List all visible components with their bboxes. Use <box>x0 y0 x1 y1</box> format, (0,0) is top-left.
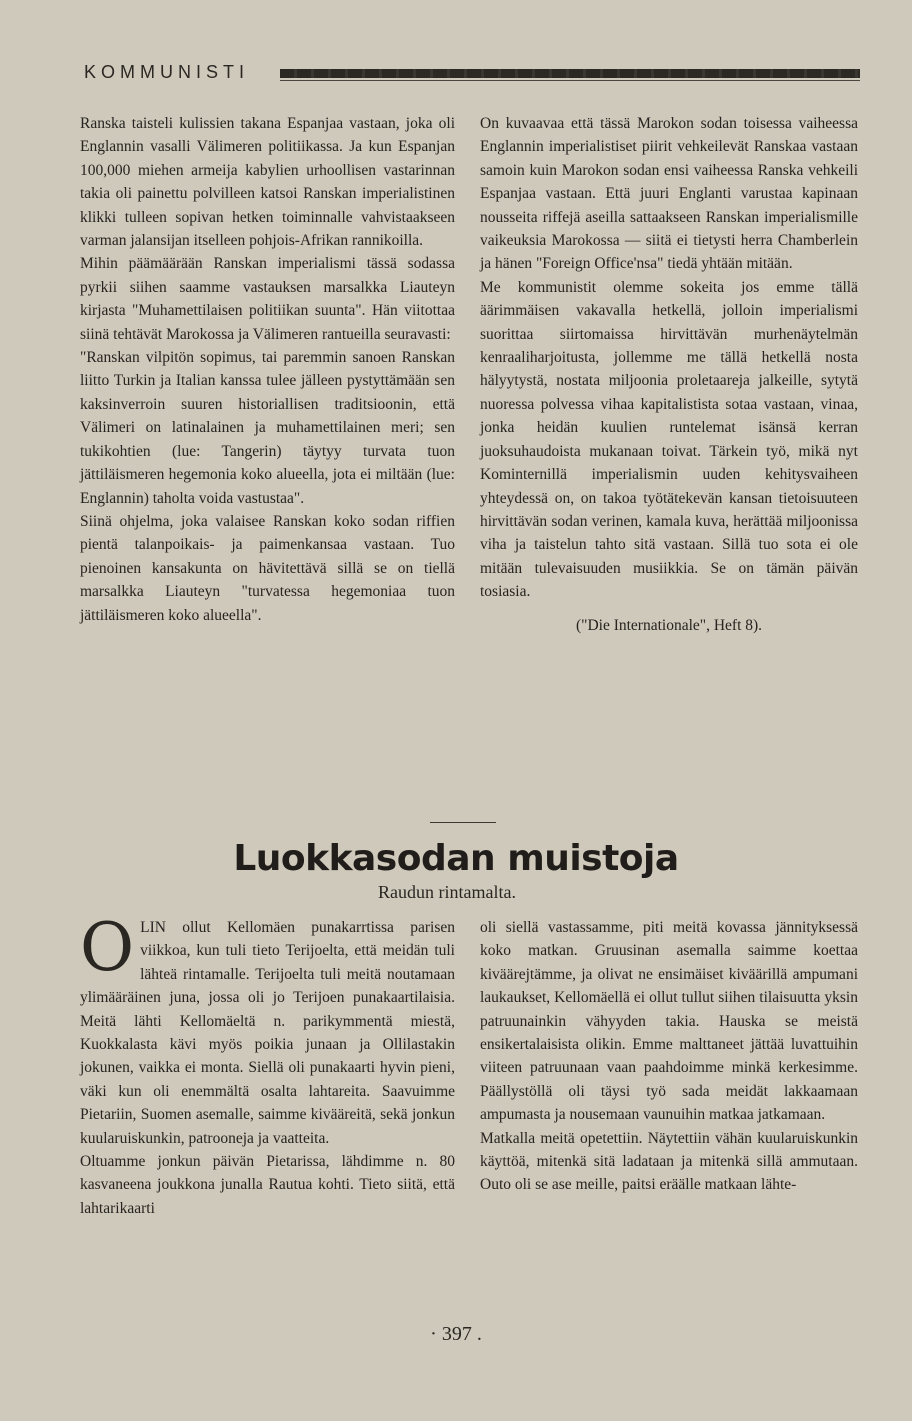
drop-cap: O <box>80 909 135 986</box>
magazine-title: KOMMUNISTI <box>84 62 249 82</box>
article-subheading: Raudun rintamalta. <box>378 882 516 902</box>
paragraph <box>80 909 455 1150</box>
paragraph: Ranska taisteli kulissien takana Espanjaa vastaan, joka oli Englannin vasalli Välimeren politiikassa. Ja kun Espanjan 100,000 miehen armeija kabylien urhoollisen vastarinnan takia oli painettu polvilleen katsoi Ranskan imperialistinen klikki tulleen sopivan hetken toiminnalle vahvistaakseen varman jalansijan itselleen pohjois-Afrikan rannikoilla. <box>80 115 455 250</box>
page-header <box>82 60 862 90</box>
paragraph-text: LIN ollut Kellomäen punakarrtissa parisen viikkoa, kun tuli tieto Terijoelta, että meidän tuli lähteä rintamalle. Terijoelta tuli meitä noutamaan ylimääräinen juna, jossa oli jo Terijoen punakaartilaisia. Meitä lähti Kellomäeltä n. parikymmentä miestä, Kuokkalasta kävi myös poikia junaan ja Ollilastakin jokunen, vaikka ei monta. Siellä oli punakaarti hyvin pieni, väki kun oli enemmältä osalta lahtareita. Saavuimme Pietariin, Suomen asemalle, saimme kivääreitä, sekä jonkun kuularuiskunkin, patrooneja ja vaatteita. <box>80 919 455 1147</box>
quotation-paragraph: "Ranskan vilpitön sopimus, tai paremmin sanoen Ranskan liitto Turkin ja Italian kanssa tulee jälleen pystyttämään sen kaksinverroin suuren historiallisen traditsioonin, että Välimeri on latinalainen ja muhamettilainen meri; sen tukikohtien (lue: Tangerin) täytyy turvata tuon jättiläismeren hegemonia koko alueella, jota ei miltään (lue: Englannin) taholta voida vastustaa". <box>80 349 455 507</box>
paragraph: Matkalla meitä opetettiin. Näytettiin vähän kuularuiskunkin käyttöä, mitenkä sitä ladataan ja mitenkä sillä ammutaan. Outo oli se ase meille, paitsi eräälle matkaan lähte- <box>480 1129 858 1194</box>
article-headline: Luokkasodan muistoja <box>233 838 679 879</box>
article-2-left-column <box>80 909 455 1220</box>
page-number: · 397 . <box>430 1323 482 1345</box>
paragraph: On kuvaavaa että tässä Marokon sodan toisessa vaiheessa Englannin imperialistiset piirit vehkeilevät Ranskaa vastaan samoin kuin Marokon sodan ensi vaiheessa Ranska vehkeili Espanjaa vastaan. Että juuri Englanti varustaa kapinaan nousseita riffejä aseilla sattaakseen Ranskan imperialismille vaikeuksia Marokossa — siitä ei tietysti herra Chamberlein ja hänen "Foreign Office'nsa" tiedä yhtään mitään. <box>480 115 858 273</box>
header-rule <box>280 69 860 78</box>
paragraph: Oltuamme jonkun päivän Pietarissa, lähdimme n. 80 kasvaneena joukkona junalla Rautua kohti. Tieto siitä, että lahtarikaarti <box>80 1153 455 1217</box>
article-1-right-column <box>480 112 858 637</box>
source-citation: ("Die Internationale", Heft 8). <box>575 616 763 634</box>
paragraph: Siinä ohjelma, joka valaisee Ranskan koko sodan riffien pientä talanpoikais- ja paimenkansaa vastaan. Tuo pienoinen kansakunta on hävitettävä sillä se on tiellä marsalkka Liauteyn "turvatessa hegemoniaa tuon jättiläismeren koko alueella". <box>80 512 455 624</box>
section-divider <box>430 822 496 823</box>
paragraph: Me kommunistit olemme sokeita jos emme tällä äärimmäisen vakavalla hetkellä, jolloin imperialismi suorittaa siirtomaissa hirvittävän murhenäytelmän kenraaliharjoitusta, jollemme me tällä hetkellä nosta hälyytystä, nostata miljoonia proletaareja jalkeille, sytytä nuoressa polvessa vihaa kapitalistista sotaa vastaan, vinaa, jonka heidän kuulien runtelemat isänsä kerran juoksuhaudoista mukanaan toivat. Tärkein työ, mikä nyt Kominternillä imperialismin uuden kehitysvaiheen yhteydessä on, on takoa työtätekevän kansan tietoisuuteen hirvittävän sodan verinen, kamala kuva, herättää miljoonissa viha ja taistelun tahto sitä vastaan. Sillä tuo sota ei ole mitään tulevaisuuden musiikkia. Se on tämän päivän tosiasia. <box>480 278 858 601</box>
paragraph: oli siellä vastassamme, piti meitä kovassa jännityksessä koko matkan. Gruusinan asemalla saimme koettaa kiväärejtämme, ja olivat ne ensimäiset kiväärillä ampumani laukaukset, Kellomäellä ei ollut tullut siihen tilaisuutta yksin patruunainkin vähyyden takia. Hauska se meistä ensikertalaisista olikin. Emme malttaneet jättää luvattuihin viiteen patruunaan vaan paahdoimme minkä kerkesimme. Päällystöllä oli täysi työ sada meidät lakkaamaan ampumasta ja nousemaan vaunuihin matkaa jatkamaan. <box>480 919 858 1124</box>
header-rule-thin <box>280 80 860 81</box>
article-2-right-column <box>480 916 858 1197</box>
paragraph: Mihin päämäärään Ranskan imperialismi tässä sodassa pyrkii siihen saamme vastauksen marsalkka Liauteyn kirjasta "Muhamettilaisen politiikan suunta". Hän viitottaa siinä tehtävät Marokossa ja Välimeren rantueilla seuravasti: <box>80 255 455 343</box>
article-1-left-column <box>80 112 455 627</box>
